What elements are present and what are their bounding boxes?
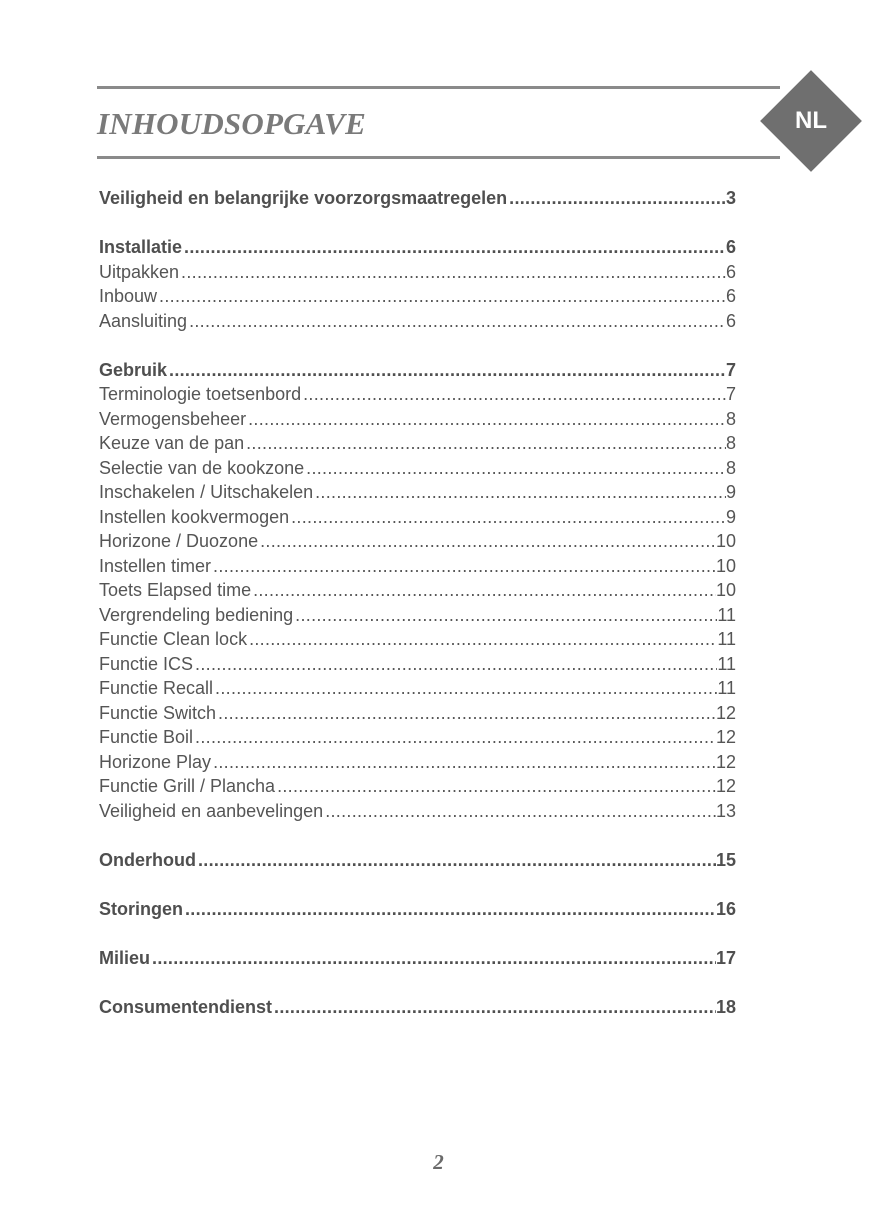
toc-entry xyxy=(99,701,736,726)
toc-entry-label: Terminologie toetsenbord xyxy=(99,384,302,404)
toc-entry xyxy=(99,603,736,628)
dot-leader xyxy=(183,897,716,922)
toc-entry-label: Functie Boil xyxy=(99,727,194,747)
dot-leader xyxy=(293,603,717,628)
dot-leader xyxy=(150,946,716,971)
dot-leader xyxy=(167,358,726,383)
toc-entry-label: Aansluiting xyxy=(99,310,188,331)
toc-entry-page: 9 xyxy=(725,506,736,527)
toc-section xyxy=(99,946,736,971)
dot-leader xyxy=(323,799,716,824)
bottom-rule xyxy=(97,156,780,159)
toc-entry xyxy=(99,456,736,481)
dot-leader xyxy=(246,407,726,432)
toc-entry xyxy=(99,284,736,309)
toc-entry-page: 8 xyxy=(725,408,736,429)
toc-entry-page: 11 xyxy=(717,653,736,674)
toc-entry-page: 18 xyxy=(715,996,736,1017)
toc-entry-page: 11 xyxy=(717,629,736,649)
toc-entry-page: 12 xyxy=(715,702,736,723)
toc-entry-page: 12 xyxy=(715,727,736,747)
toc-entry-label: Keuze van de pan xyxy=(99,433,245,453)
toc-entry-page: 11 xyxy=(717,678,736,698)
toc-entry xyxy=(99,725,736,750)
toc-entry-page: 10 xyxy=(715,531,736,551)
toc-entry-page: 10 xyxy=(715,580,736,600)
dot-leader xyxy=(211,750,716,775)
toc-entry-label: Consumentendienst xyxy=(99,996,273,1017)
toc-entry xyxy=(99,382,736,407)
toc-entry-label: Vermogensbeheer xyxy=(99,408,247,429)
toc-entry xyxy=(99,652,736,677)
dot-leader xyxy=(187,309,726,334)
dot-leader xyxy=(211,554,716,579)
toc-entry-label: Selectie van de kookzone xyxy=(99,457,305,478)
toc-section-entry xyxy=(99,897,736,922)
toc-entry-label: Inbouw xyxy=(99,286,158,306)
dot-leader xyxy=(301,382,726,407)
toc-section xyxy=(99,235,736,333)
toc-entry-page: 8 xyxy=(725,433,736,453)
toc-entry-label: Installatie xyxy=(99,237,183,257)
toc-entry-label: Functie Switch xyxy=(99,702,217,723)
dot-leader xyxy=(289,505,726,530)
toc-entry xyxy=(99,505,736,530)
toc-section xyxy=(99,897,736,922)
dot-leader xyxy=(182,235,726,260)
toc-entry xyxy=(99,480,736,505)
toc-entry xyxy=(99,431,736,456)
toc-section-entry xyxy=(99,358,736,383)
toc-entry-label: Veiligheid en belangrijke voorzorgsmaatregelen xyxy=(99,188,508,208)
toc-entry xyxy=(99,750,736,775)
dot-leader xyxy=(196,848,716,873)
dot-leader xyxy=(313,480,726,505)
dot-leader xyxy=(216,701,716,726)
dot-leader xyxy=(193,652,717,677)
dot-leader xyxy=(507,186,726,211)
toc-entry-page: 10 xyxy=(715,555,736,576)
toc-section-entry xyxy=(99,848,736,873)
toc-entry xyxy=(99,260,736,285)
toc-entry-page: 9 xyxy=(725,482,736,502)
toc-entry xyxy=(99,578,736,603)
toc-entry xyxy=(99,554,736,579)
toc-section-entry xyxy=(99,995,736,1020)
toc-entry-label: Functie ICS xyxy=(99,653,194,674)
toc-section xyxy=(99,848,736,873)
toc-entry-label: Uitpakken xyxy=(99,261,180,282)
language-code: NL xyxy=(795,107,827,134)
toc-entry-page: 6 xyxy=(725,310,736,331)
dot-leader xyxy=(258,529,716,554)
toc-entry-page: 11 xyxy=(717,604,736,625)
toc-entry-label: Inschakelen / Uitschakelen xyxy=(99,482,314,502)
page-number: 2 xyxy=(433,1150,444,1174)
table-of-contents xyxy=(99,186,736,1044)
dot-leader xyxy=(244,431,726,456)
toc-entry-page: 7 xyxy=(725,384,736,404)
toc-entry xyxy=(99,627,736,652)
toc-entry-label: Gebruik xyxy=(99,359,168,380)
language-badge xyxy=(760,70,862,172)
toc-entry xyxy=(99,774,736,799)
toc-entry-page: 7 xyxy=(725,359,736,380)
toc-entry xyxy=(99,529,736,554)
toc-entry-page: 12 xyxy=(715,751,736,772)
dot-leader xyxy=(304,456,726,481)
toc-entry-label: Onderhoud xyxy=(99,849,196,870)
toc-entry-label: Storingen xyxy=(99,898,183,919)
toc-section xyxy=(99,186,736,211)
toc-entry-label: Functie Grill / Plancha xyxy=(99,776,276,796)
toc-entry xyxy=(99,407,736,432)
top-rule xyxy=(97,86,780,89)
toc-entry-page: 6 xyxy=(725,261,736,282)
toc-entry-label: Milieu xyxy=(99,947,151,968)
toc-section-entry xyxy=(99,946,736,971)
toc-entry-page: 15 xyxy=(715,849,736,870)
toc-entry-label: Vergrendeling bediening xyxy=(99,604,294,625)
toc-entry-label: Horizone / Duozone xyxy=(99,531,259,551)
toc-entry-page: 8 xyxy=(725,457,736,478)
toc-section-entry xyxy=(99,186,736,211)
toc-entry xyxy=(99,799,736,824)
toc-entry xyxy=(99,676,736,701)
toc-entry-label: Instellen kookvermogen xyxy=(99,506,290,527)
toc-entry xyxy=(99,309,736,334)
toc-entry-page: 3 xyxy=(725,188,736,208)
toc-section xyxy=(99,358,736,824)
toc-entry-label: Instellen timer xyxy=(99,555,212,576)
dot-leader xyxy=(272,995,716,1020)
dot-leader xyxy=(275,774,716,799)
dot-leader xyxy=(157,284,726,309)
toc-entry-page: 6 xyxy=(725,237,736,257)
toc-entry-page: 6 xyxy=(725,286,736,306)
toc-entry-label: Functie Recall xyxy=(99,678,214,698)
toc-entry-page: 12 xyxy=(715,776,736,796)
dot-leader xyxy=(193,725,716,750)
toc-entry-page: 16 xyxy=(715,898,736,919)
toc-entry-page: 13 xyxy=(715,800,736,821)
toc-entry-label: Veiligheid en aanbevelingen xyxy=(99,800,324,821)
toc-section-entry xyxy=(99,235,736,260)
toc-section xyxy=(99,995,736,1020)
toc-entry-label: Toets Elapsed time xyxy=(99,580,252,600)
dot-leader xyxy=(179,260,726,285)
dot-leader xyxy=(251,578,716,603)
dot-leader xyxy=(247,627,717,652)
toc-entry-label: Functie Clean lock xyxy=(99,629,248,649)
toc-entry-page: 17 xyxy=(715,947,736,968)
page-title: INHOUDSOPGAVE xyxy=(97,106,367,141)
toc-entry-label: Horizone Play xyxy=(99,751,212,772)
dot-leader xyxy=(213,676,717,701)
